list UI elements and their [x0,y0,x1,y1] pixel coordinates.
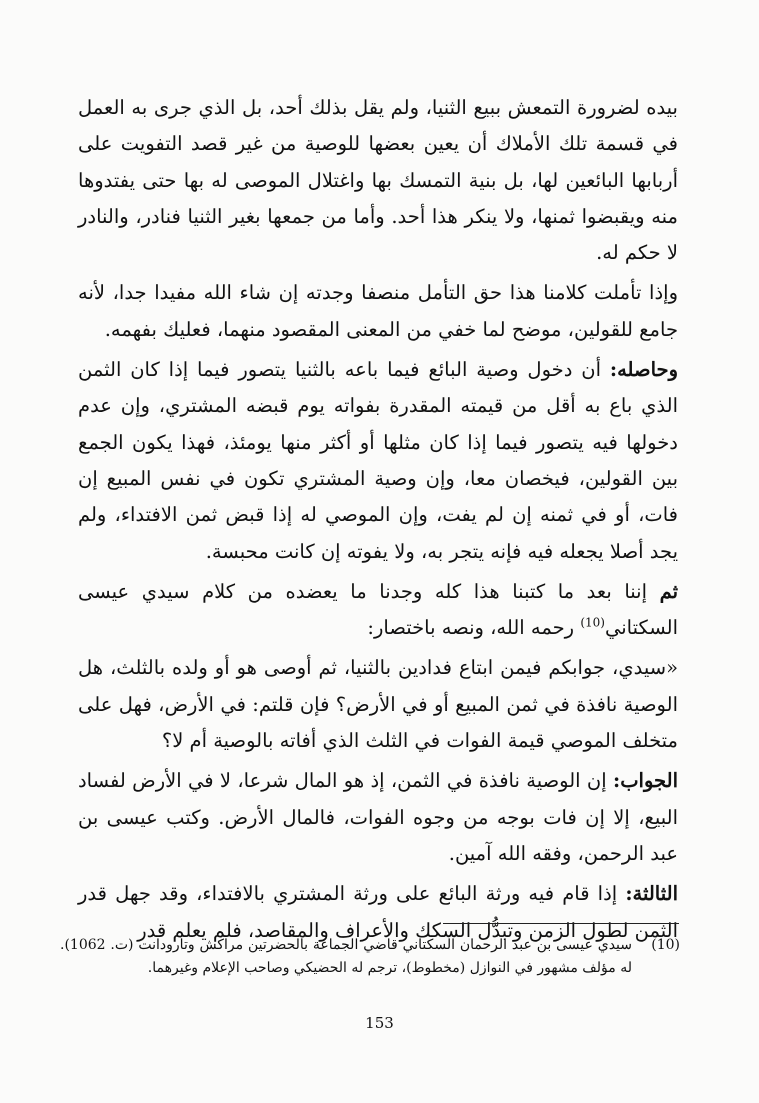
paragraph-lead: الجواب: [613,769,678,793]
footnote-text: سيدي عيسى بن عبد الرحمان السكتاني قاضي الجماعة بالحضرتين مراكش وتارودانت (ت. 1062). له مؤلف مشهور في النوازل (مخطوط)، ترجم له الحضيكي وصاحب الإعلام وغيرهما. [60,937,632,976]
paragraph-body: إذا قام فيه ورثة البائع على ورثة المشتري بالافتداء، وقد جهل قدر الثمن لطول الزمن وتبدُّل السكك والأعراف والمقاصد، فلم يعلم قدر [78,882,678,942]
paragraph: بيده لضرورة التمعش ببيع الثنيا، ولم يقل بذلك أحد، بل الذي جرى به العمل في قسمة تلك الأملاك أن يعين بعضها للوصية من غير قصد التفويت على أربابها البائعين لها، بل بنية التمسك بها واغتلال الموصى له بها حتى يفتدوها منه ويقبضوا ثمنها، ولا ينكر هذا أحد. وأما من جمعها بغير الثنيا فنادر، والنادر لا حكم له. [78,96,678,265]
footnote-divider [443,923,679,924]
main-text [78,90,678,953]
page-number: 153 [365,1014,394,1032]
paragraph-body: أن دخول وصية البائع فيما باعه بالثنيا يتصور فيما إذا كان الثمن الذي باع به أقل من قيمته المقدرة بفواته يوم قبضه المشتري، وإن عدم دخولها فيه يتصور فيما إذا كان مثلها أو أكثر منها يومئذ، فهذا يكون الجمع بين القولين، فيخصان معا، وإن وصية المشتري تكون في نفس المبيع إن فات، أو في ثمنه إن لم يفت، وإن الموصي له إذا قبض ثمن الافتداء، ولم يجد أصلا يجعله فيه فإنه يتجر به، ولا يفوته إن كانت محبسة. [78,358,678,563]
paragraph-lead: وحاصله: [609,358,678,382]
quote-answer [78,763,678,872]
footnote-number: (10) [651,937,680,953]
paragraph-body: رحمه الله، ونصه باختصار: [367,616,581,640]
paragraph-lead: الثالثة: [625,882,678,906]
footnote [60,934,680,980]
paragraph: وإذا تأملت كلامنا هذا حق التأمل منصفا وجدته إن شاء الله مفيدا جدا، لأنه جامع للقولين، موضح لما خفي من المعنى المقصود منهما، فعليك بفهمه. [78,281,678,341]
paragraph-thumma [78,574,678,647]
paragraph-hasiluh [78,352,678,570]
paragraph-lead: ثم [659,579,678,603]
quote-question: «سيدي، جوابكم فيمن ابتاع فدادين بالثنيا، ثم أوصى هو أو ولده بالثلث، هل الوصية نافذة في ثمن المبيع أو في الأرض؟ فإن قلتم: في الأرض، فهل على متخلف الموصي قيمة الفوات في الثلث الذي أفاته بالوصية أم لا؟ [78,656,678,753]
paragraph-body: إن الوصية نافذة في الثمن، إذ هو المال شرعا، لا في الأرض لفساد البيع، إلا إن فات بوجه من وجوه الفوات، فالمال الأرض. وكتب عيسى بن عبد الرحمن، وفقه الله آمين. [78,769,678,865]
footnote-ref: (10) [580,615,605,630]
paragraph-body: إننا بعد ما كتبنا هذا كله وجدنا ما يعضده من كلام سيدي عيسى السكتاني [78,579,678,640]
